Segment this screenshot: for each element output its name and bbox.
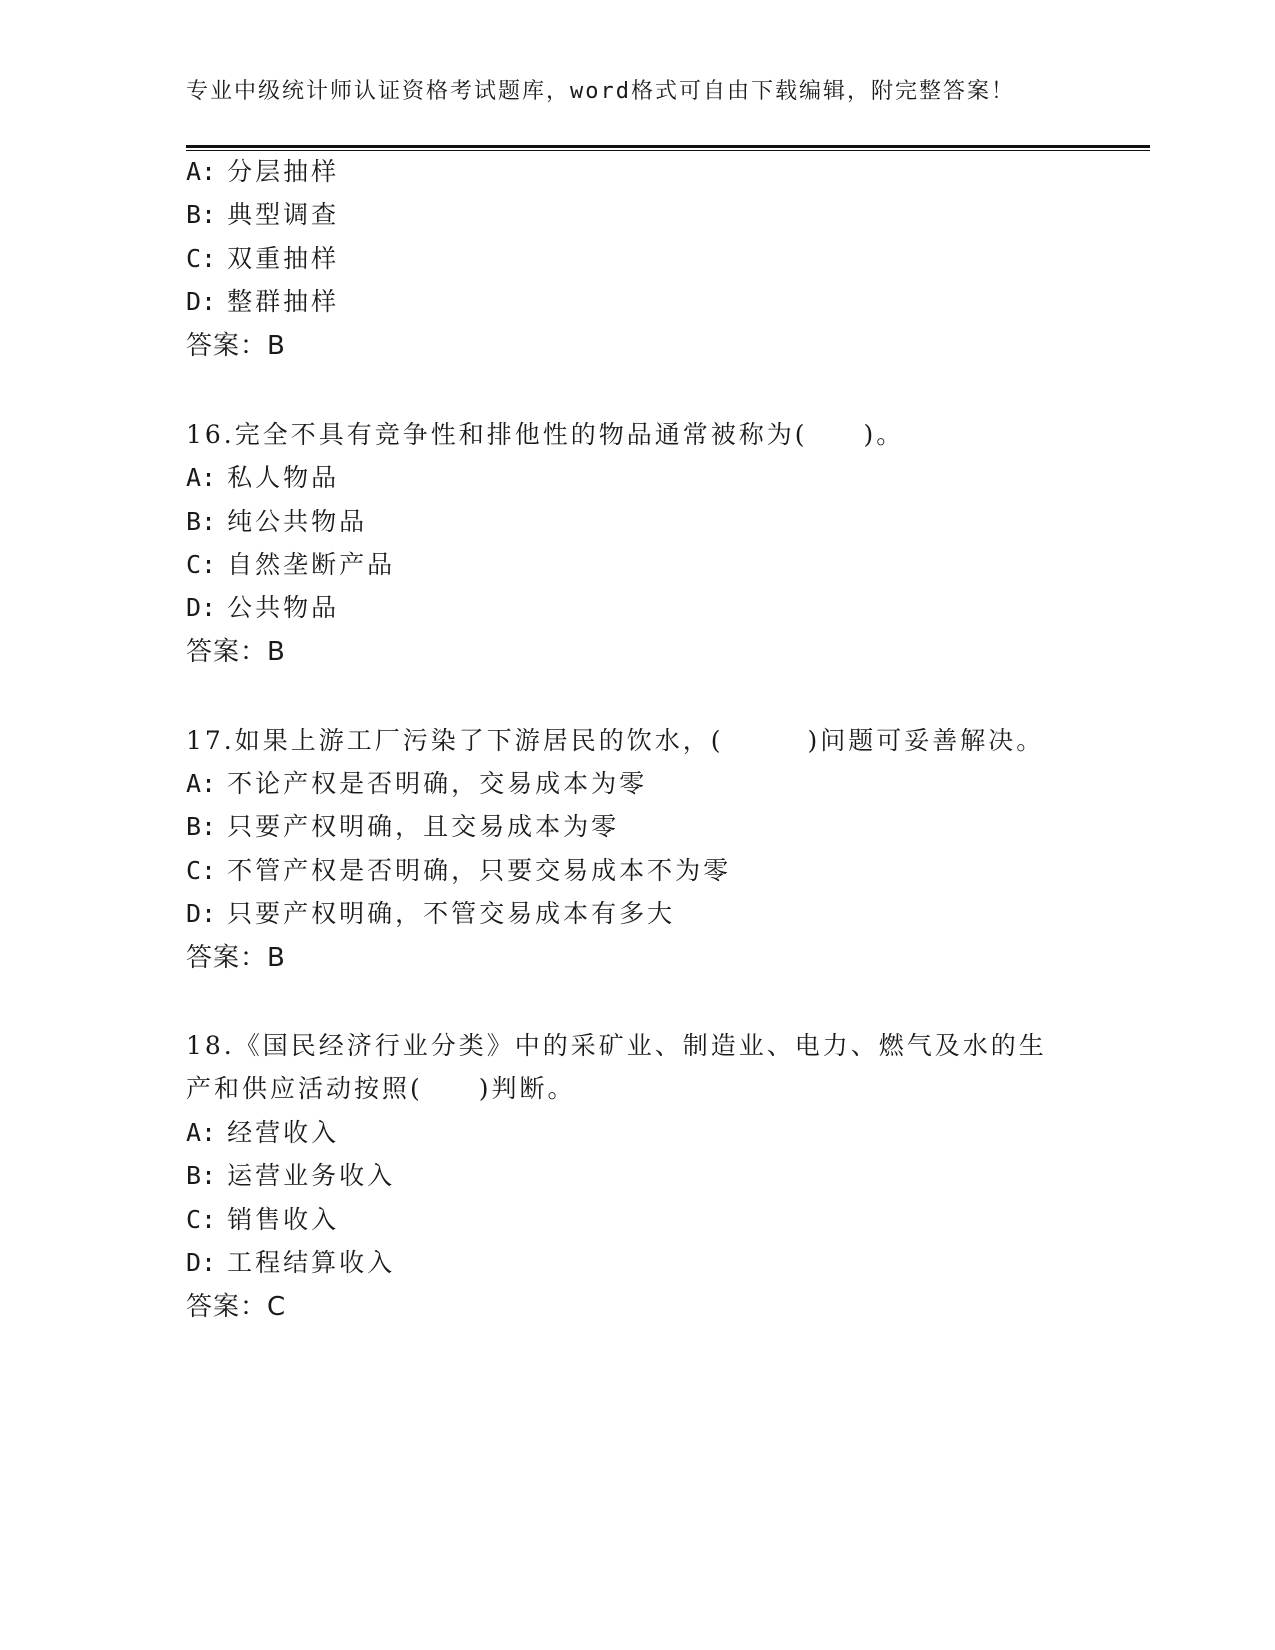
option-label: C: xyxy=(186,550,217,579)
option-label: C: xyxy=(186,1205,217,1234)
option-label: A: xyxy=(186,769,217,798)
option-label: D: xyxy=(186,593,217,622)
header-rule-thin xyxy=(186,150,1150,151)
option-text: 私人物品 xyxy=(227,463,340,492)
q18-option-b xyxy=(186,1161,395,1191)
option-text: 工程结算收入 xyxy=(227,1248,396,1277)
option-label: A: xyxy=(186,157,217,186)
q15-answer: 答案：B xyxy=(186,331,286,361)
option-text: 不论产权是否明确，交易成本为零 xyxy=(227,769,648,798)
option-label: B: xyxy=(186,507,217,536)
q16-option-d xyxy=(186,593,339,623)
q18-answer: 答案：C xyxy=(186,1292,287,1322)
q17-stem: 17.如果上游工厂污染了下游居民的饮水，( )问题可妥善解决。 xyxy=(186,726,1045,755)
q16-option-a xyxy=(186,463,339,493)
option-text: 双重抽样 xyxy=(227,244,340,273)
q17-answer: 答案：B xyxy=(186,943,286,973)
q17-option-c xyxy=(186,856,731,886)
option-label: D: xyxy=(186,1248,217,1277)
option-label: C: xyxy=(186,244,217,273)
q17-option-b xyxy=(186,812,619,842)
option-label: A: xyxy=(186,463,217,492)
option-label: B: xyxy=(186,1161,217,1190)
q15-option-c xyxy=(186,244,339,274)
q15-option-a xyxy=(186,157,339,187)
option-label: D: xyxy=(186,287,217,316)
option-text: 自然垄断产品 xyxy=(227,550,396,579)
option-text: 纯公共物品 xyxy=(227,507,368,536)
q16-option-c xyxy=(186,550,395,580)
page-header: 专业中级统计师认证资格考试题库，word格式可自由下载编辑，附完整答案！ xyxy=(186,79,1015,104)
option-text: 只要产权明确，且交易成本为零 xyxy=(227,812,620,841)
option-label: B: xyxy=(186,200,217,229)
q15-option-d xyxy=(186,287,339,317)
option-label: C: xyxy=(186,856,217,885)
q18-option-c xyxy=(186,1205,339,1235)
option-label: B: xyxy=(186,812,217,841)
option-text: 经营收入 xyxy=(227,1118,340,1147)
q16-stem: 16.完全不具有竞争性和排他性的物品通常被称为( )。 xyxy=(186,420,905,449)
q18-stem-line2: 产和供应活动按照( )判断。 xyxy=(186,1074,576,1103)
option-text: 公共物品 xyxy=(227,593,340,622)
option-text: 典型调查 xyxy=(227,200,340,229)
q18-option-d xyxy=(186,1248,395,1278)
option-label: A: xyxy=(186,1118,217,1147)
q17-option-a xyxy=(186,769,647,799)
header-rule-thick xyxy=(186,145,1150,148)
q17-option-d xyxy=(186,899,675,929)
option-label: D: xyxy=(186,899,217,928)
q16-option-b xyxy=(186,507,367,537)
q18-stem-line1: 18.《国民经济行业分类》中的采矿业、制造业、电力、燃气及水的生 xyxy=(186,1031,1047,1060)
option-text: 不管产权是否明确，只要交易成本不为零 xyxy=(227,856,732,885)
option-text: 整群抽样 xyxy=(227,287,340,316)
option-text: 分层抽样 xyxy=(227,157,340,186)
q18-option-a xyxy=(186,1118,339,1148)
option-text: 只要产权明确，不管交易成本有多大 xyxy=(227,899,676,928)
q15-option-b xyxy=(186,200,339,230)
option-text: 运营业务收入 xyxy=(227,1161,396,1190)
q16-answer: 答案：B xyxy=(186,637,286,667)
option-text: 销售收入 xyxy=(227,1205,340,1234)
